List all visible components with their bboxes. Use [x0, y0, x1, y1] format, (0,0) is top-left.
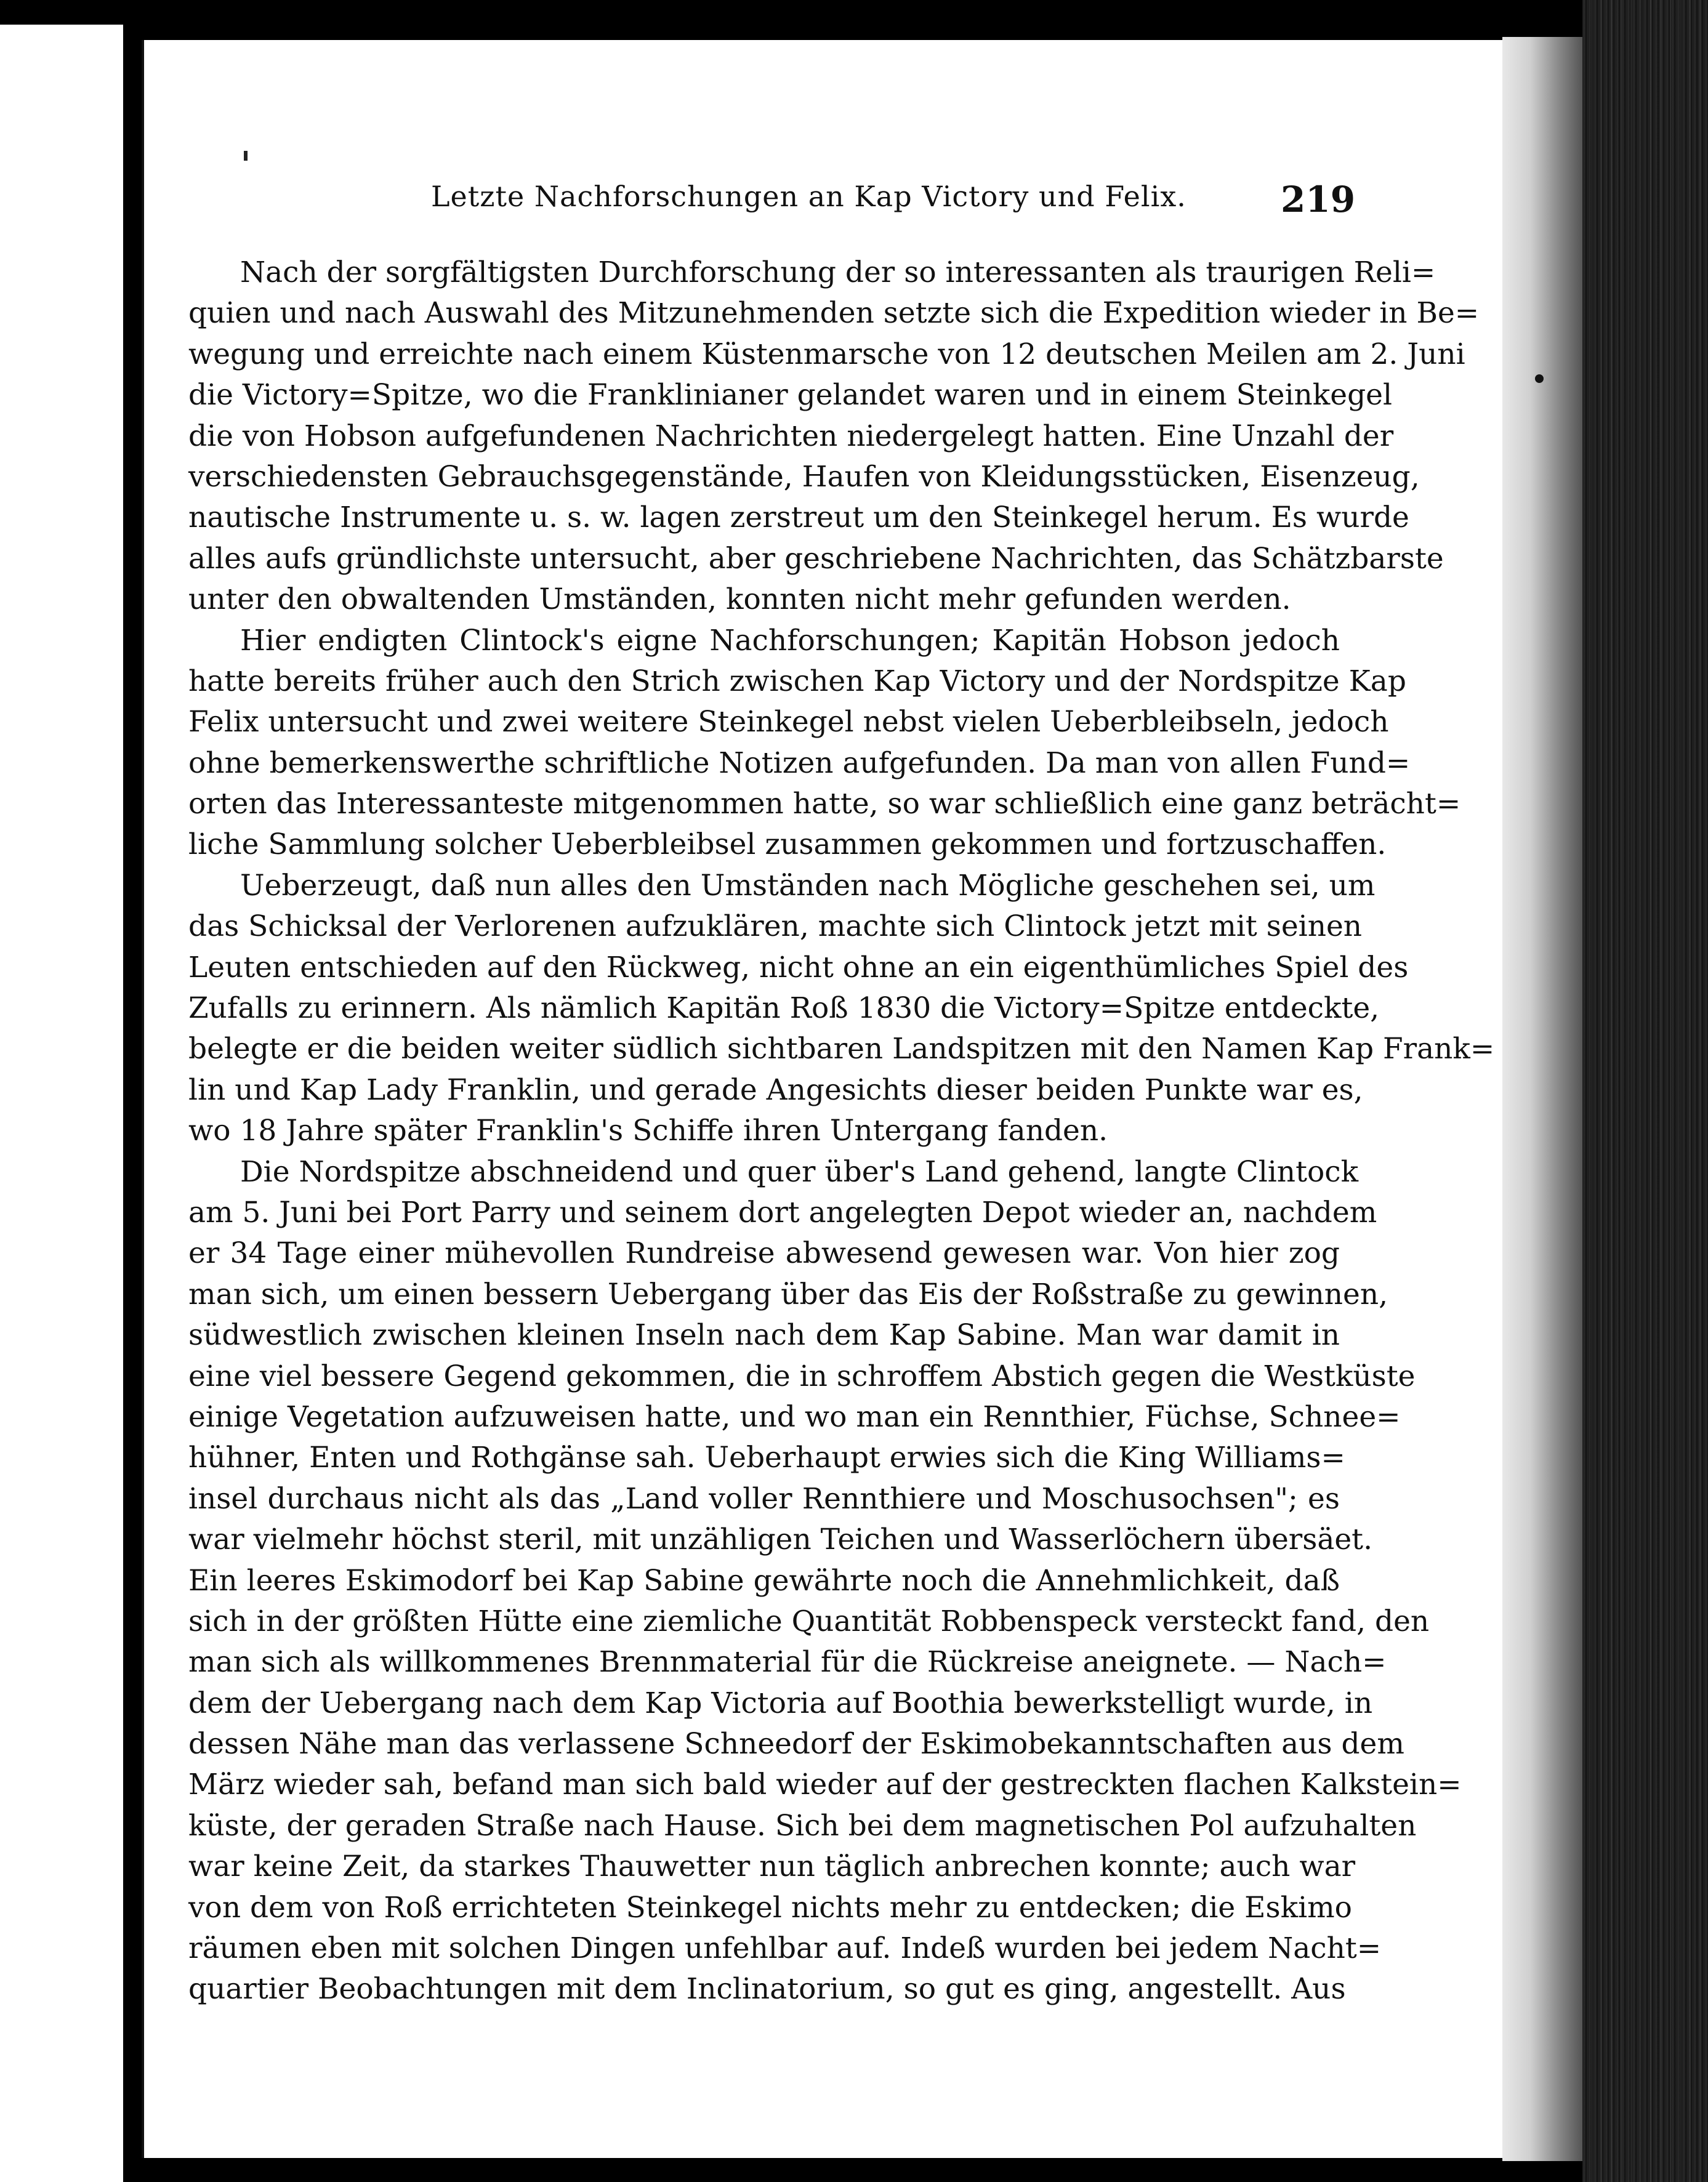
text-line: hühner, Enten und Rothgänse sah. Ueberhaupt erwies sich die King Williams=	[188, 1441, 1345, 1475]
text-line: Hier endigten Clintock's eigne Nachforschungen; Kapitän Hobson jedoch	[240, 623, 1340, 658]
running-head: Letzte Nachforschungen an Kap Victory und Felix.	[431, 180, 1186, 213]
text-line: war keine Zeit, da starkes Thauwetter nun täglich anbrechen konnte; auch war	[188, 1850, 1356, 1884]
text-line: März wieder sah, befand man sich bald wieder auf der gestreckten flachen Kalkstein=	[188, 1768, 1462, 1802]
text-line: das Schicksal der Verlorenen aufzuklären, machte sich Clintock jetzt mit seinen	[188, 909, 1363, 944]
text-line: die von Hobson aufgefundenen Nachrichten niedergelegt hatten. Eine Unzahl der	[188, 419, 1394, 453]
text-line: Die Nordspitze abschneidend und quer über's Land gehend, langte Clintock	[240, 1154, 1359, 1189]
text-line: verschiedensten Gebrauchsgegenstände, Haufen von Kleidungsstücken, Eisenzeug,	[188, 459, 1420, 494]
text-line: war vielmehr höchst steril, mit unzähligen Teichen und Wasserlöchern übersäet.	[188, 1523, 1373, 1557]
text-line: Leuten entschieden auf den Rückweg, nicht ohne an ein eigenthümliches Spiel des	[188, 950, 1409, 984]
text-line: belegte er die beiden weiter südlich sichtbaren Landspitzen mit den Namen Kap Frank=	[188, 1032, 1495, 1066]
text-line: die Victory=Spitze, wo die Franklinianer gelandet waren und in einem Steinkegel	[188, 378, 1393, 413]
text-line: er 34 Tage einer mühevollen Rundreise abwesend gewesen war. Von hier zog	[188, 1236, 1340, 1271]
scan-speck	[244, 151, 248, 161]
scan-speck	[1535, 374, 1544, 383]
text-line: südwestlich zwischen kleinen Inseln nach dem Kap Sabine. Man war damit in	[188, 1318, 1340, 1353]
text-line: Felix untersucht und zwei weitere Steinkegel nebst vielen Ueberbleibseln, jedoch	[188, 705, 1389, 739]
text-line: dessen Nähe man das verlassene Schneedorf der Eskimobekanntschaften aus dem	[188, 1727, 1404, 1761]
text-line: liche Sammlung solcher Ueberbleibsel zusammen gekommen und fortzuschaffen.	[188, 827, 1387, 862]
text-line: dem der Uebergang nach dem Kap Victoria auf Boothia bewerkstelligt wurde, in	[188, 1686, 1373, 1720]
text-line: man sich, um einen bessern Uebergang über das Eis der Roßstraße zu gewinnen,	[188, 1277, 1388, 1311]
text-line: ohne bemerkenswerthe schriftliche Notizen aufgefunden. Da man von allen Fund=	[188, 746, 1411, 780]
text-line: lin und Kap Lady Franklin, und gerade Angesichts dieser beiden Punkte war es,	[188, 1073, 1363, 1107]
text-line: räumen eben mit solchen Dingen unfehlbar auf. Indeß wurden bei jedem Nacht=	[188, 1931, 1382, 1966]
text-line: alles aufs gründlichste untersucht, aber geschriebene Nachrichten, das Schätzbarste	[188, 541, 1444, 576]
text-line: einige Vegetation aufzuweisen hatte, und wo man ein Rennthier, Füchse, Schnee=	[188, 1399, 1401, 1434]
text-line: Zufalls zu erinnern. Als nämlich Kapitän Roß 1830 die Victory=Spitze entdeckte,	[188, 991, 1380, 1026]
body-text	[188, 252, 1495, 2010]
text-line: quien und nach Auswahl des Mitzunehmenden setzte sich die Expedition wieder in Be=	[188, 296, 1480, 331]
text-line: quartier Beobachtungen mit dem Inclinatorium, so gut es ging, angestellt. Aus	[188, 1972, 1346, 2007]
text-line: hatte bereits früher auch den Strich zwischen Kap Victory und der Nordspitze Kap	[188, 664, 1406, 698]
text-line: orten das Interessanteste mitgenommen hatte, so war schließlich eine ganz beträcht=	[188, 787, 1461, 821]
text-line: sich in der größten Hütte eine ziemliche Quantität Robbenspeck versteckt fand, den	[188, 1604, 1430, 1638]
text-line: unter den obwaltenden Umständen, konnten nicht mehr gefunden werden.	[188, 582, 1291, 617]
page-number: 219	[1281, 179, 1356, 220]
text-line: küste, der geraden Straße nach Hause. Sich bei dem magnetischen Pol aufzuhalten	[188, 1808, 1417, 1843]
book-page-edges	[1582, 0, 1708, 2182]
text-line: Ein leeres Eskimodorf bei Kap Sabine gewährte noch die Annehmlichkeit, daß	[188, 1563, 1340, 1598]
text-line: wo 18 Jahre später Franklin's Schiffe ihren Untergang fanden.	[188, 1114, 1108, 1148]
text-line: von dem von Roß errichteten Steinkegel nichts mehr zu entdecken; die Eskimo	[188, 1890, 1352, 1925]
text-line: Ueberzeugt, daß nun alles den Umständen nach Mögliche geschehen sei, um	[240, 868, 1376, 903]
page-gutter-shadow	[1502, 37, 1582, 2161]
text-line: nautische Instrumente u. s. w. lagen zerstreut um den Steinkegel herum. Es wurde	[188, 501, 1409, 535]
text-line: eine viel bessere Gegend gekommen, die in schroffem Abstich gegen die Westküste	[188, 1359, 1416, 1393]
text-line: Nach der sorgfältigsten Durchforschung der so interessanten als traurigen Reli=	[240, 256, 1436, 289]
previous-page-edge	[0, 25, 123, 2182]
text-line: wegung und erreichte nach einem Küstenmarsche von 12 deutschen Meilen am 2. Juni	[188, 337, 1465, 371]
text-line: man sich als willkommenes Brennmaterial für die Rückreise aneignete. — Nach=	[188, 1645, 1387, 1680]
text-line: insel durchaus nicht als das „Land voller Rennthiere und Moschusochsen"; es	[188, 1481, 1340, 1516]
text-line: am 5. Juni bei Port Parry und seinem dort angelegten Depot wieder an, nachdem	[188, 1195, 1377, 1230]
